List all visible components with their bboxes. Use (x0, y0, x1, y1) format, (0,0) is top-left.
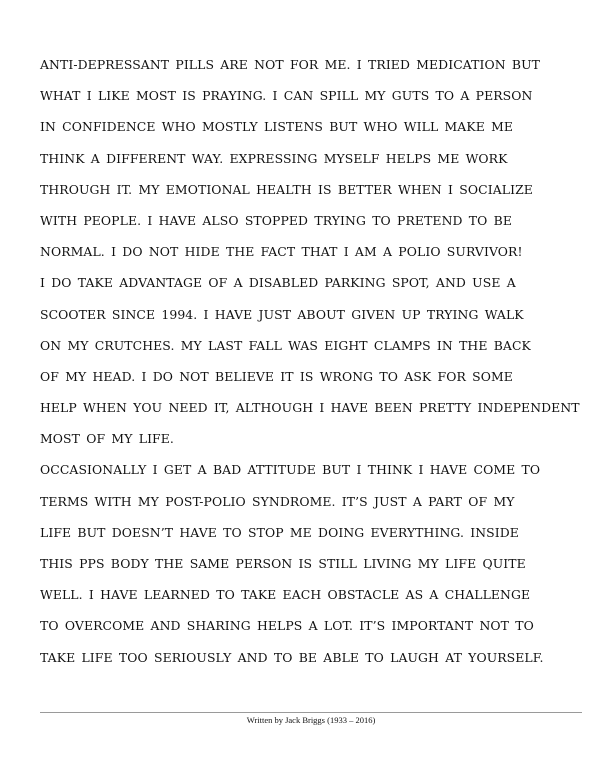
text-line: TO OVERCOME AND SHARING HELPS A LOT. IT’S IMPORTANT NOT TO (40, 618, 534, 634)
text-line: LIFE BUT DOESN’T HAVE TO STOP ME DOING EVERYTHING. INSIDE (40, 524, 519, 540)
text-line: MOST OF MY LIFE. (40, 431, 174, 447)
text-line: IN CONFIDENCE WHO MOSTLY LISTENS BUT WHO WILL MAKE ME (40, 119, 514, 135)
text-line: NORMAL. I DO NOT HIDE THE FACT THAT I AM A POLIO SURVIVOR! (40, 244, 523, 260)
text-line: TERMS WITH MY POST-POLIO SYNDROME. IT’S JUST A PART OF MY (40, 493, 515, 509)
body-text (40, 49, 580, 673)
text-line: WELL. I HAVE LEARNED TO TAKE EACH OBSTACLE AS A CHALLENGE (40, 587, 531, 603)
text-line: THIS PPS BODY THE SAME PERSON IS STILL LIVING MY LIFE QUITE (40, 556, 526, 571)
text-line: ON MY CRUTCHES. MY LAST FALL WAS EIGHT CLAMPS IN THE BACK (40, 337, 531, 353)
text-line: OF MY HEAD. I DO NOT BELIEVE IT IS WRONG TO ASK FOR SOME (40, 368, 513, 384)
text-line: SCOOTER SINCE 1994. I HAVE JUST ABOUT GIVEN UP TRYING WALK (40, 306, 524, 322)
footer-divider (40, 712, 582, 713)
text-line: OCCASIONALLY I GET A BAD ATTITUDE BUT I THINK I HAVE COME TO (40, 462, 541, 478)
text-line: I DO TAKE ADVANTAGE OF A DISABLED PARKING SPOT, AND USE A (40, 275, 516, 291)
text-line: WITH PEOPLE. I HAVE ALSO STOPPED TRYING TO PRETEND TO BE (40, 212, 513, 228)
text-line: WHAT I LIKE MOST IS PRAYING. I CAN SPILL MY GUTS TO A PERSON (40, 88, 533, 104)
author-credit: Written by Jack Briggs (1933 – 2016) (246, 715, 376, 725)
text-line: HELP WHEN YOU NEED IT, ALTHOUGH I HAVE BEEN PRETTY INDEPENDENT (40, 400, 580, 416)
text-line: ANTI-DEPRESSANT PILLS ARE NOT FOR ME. I TRIED MEDICATION BUT (40, 57, 541, 72)
text-line: TAKE LIFE TOO SERIOUSLY AND TO BE ABLE TO LAUGH AT YOURSELF. (40, 649, 544, 665)
text-line: THINK A DIFFERENT WAY. EXPRESSING MYSELF HELPS ME WORK (40, 150, 508, 166)
text-line: THROUGH IT. MY EMOTIONAL HEALTH IS BETTER WHEN I SOCIALIZE (40, 181, 533, 197)
